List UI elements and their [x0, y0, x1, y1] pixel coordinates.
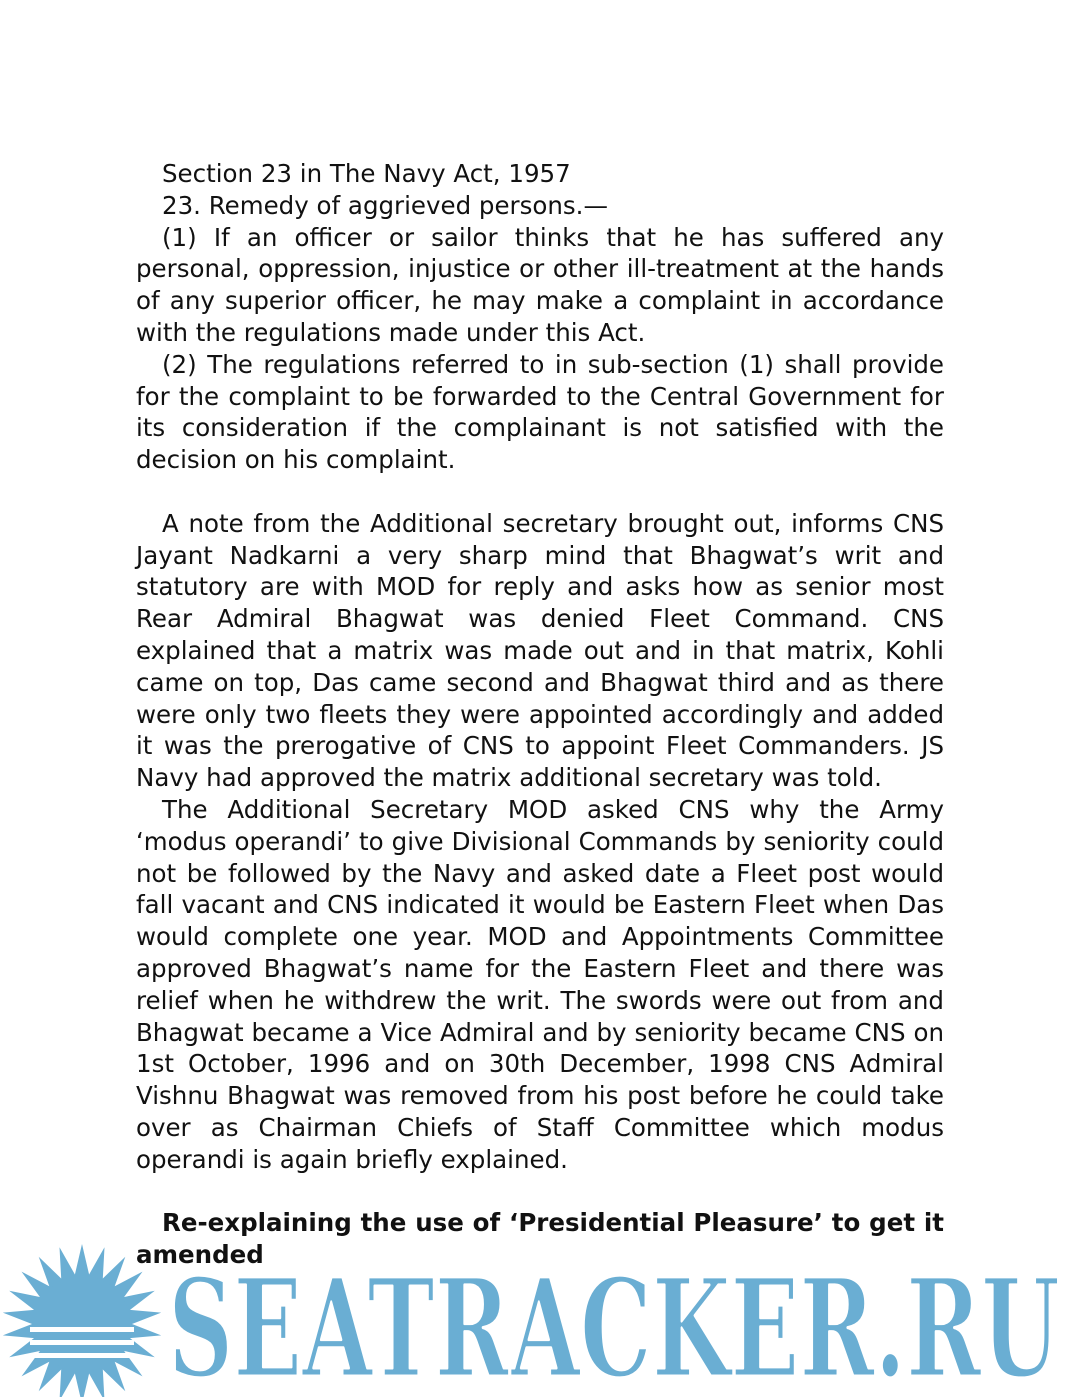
- watermark-graphic: [0, 1234, 1080, 1397]
- paragraph-additional-secretary-note: A note from the Additional secretary brought out, informs CNS Jayant Nadkarni a very sharp mind that Bhagwat’s writ and statutory are with MOD for reply and asks how as senior most Rear Admiral Bhagwat was denied Fleet Command. CNS explained that a matrix was made out and in that matrix, Kohli came on top, Das came second and Bhagwat third and as there were only two fleets they were appointed accordingly and added it was the prerogative of CNS to appoint Fleet Commanders. JS Navy had approved the matrix additional secretary was told.: [136, 508, 944, 793]
- subsection-2: (2) The regulations referred to in sub-section (1) shall provide for the complaint to be forwarded to the Central Government for its consideration if the complainant is not satisfied with the decision on his complaint.: [136, 349, 944, 475]
- closing-heading: Re-explaining the use of ‘Presidential Pleasure’ to get it amended: [136, 1208, 944, 1270]
- paragraph-mod-question: The Additional Secretary MOD asked CNS why the Army ‘modus operandi’ to give Divisional Commands by seniority could not be followed by the Navy and asked date a Fleet post would fall vacant and CNS indicated it would be Eastern Fleet when Das would complete one year. MOD and Appointments Committee approved Bhagwat’s name for the Eastern Fleet and there was relief when he withdrew the writ. The swords were out from and Bhagwat became a Vice Admiral and by seniority became CNS on 1st October, 1996 and on 30th December, 1998 CNS Admiral Vishnu Bhagwat was removed from his post before he could take over as Chairman Chiefs of Staff Committee which modus operandi is again briefly explained.: [136, 794, 944, 1174]
- document-title-line: Section 23 in The Navy Act, 1957: [162, 159, 571, 188]
- document-body: [136, 158, 944, 1271]
- subsection-1: (1) If an officer or sailor thinks that he has suffered any personal, oppression, injustice or other ill-treatment at the hands of any superior officer, he may make a complaint in accordance with the regulations made under this Act.: [136, 222, 944, 347]
- watermark: [0, 1234, 1080, 1397]
- section-heading: 23. Remedy of aggrieved persons.—: [162, 190, 608, 220]
- sunburst-icon: [3, 1244, 161, 1397]
- watermark-text: SEATRACKER.RU: [168, 1249, 1060, 1397]
